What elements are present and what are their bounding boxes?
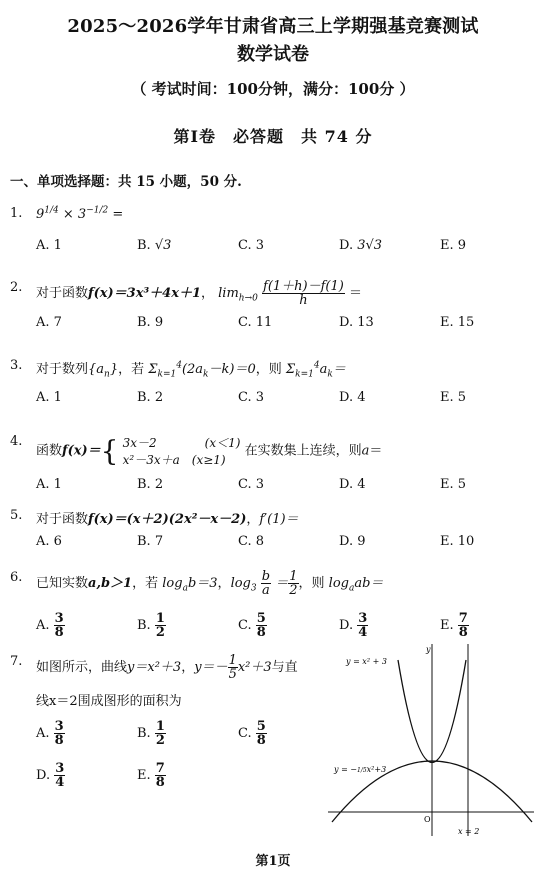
- option-c[interactable]: C. 11: [238, 315, 273, 330]
- option-b[interactable]: B. 2: [137, 477, 164, 492]
- option-b[interactable]: B. 7: [137, 534, 164, 549]
- option-c[interactable]: C. 8: [238, 534, 265, 549]
- option-b[interactable]: B. $\frac{1}{2}$: [137, 719, 165, 748]
- question-number: 6.: [10, 570, 23, 585]
- option-a[interactable]: A. 1: [36, 390, 62, 405]
- option-e[interactable]: E. 5: [440, 390, 467, 405]
- question-stem: $9^{1/4} \times 3^{-1/2}$ =: [36, 206, 124, 223]
- option-c[interactable]: C. 3: [238, 390, 265, 405]
- option-d[interactable]: D. $\frac{3}{4}$: [36, 761, 65, 790]
- option-e[interactable]: E. 9: [440, 238, 467, 253]
- q7-figure: [328, 640, 538, 840]
- option-d[interactable]: D. $\frac{3}{4}$: [339, 611, 368, 640]
- option-a[interactable]: A. $\frac{3}{8}$: [36, 611, 64, 640]
- options-q6: [36, 611, 536, 640]
- options-q2: [36, 315, 536, 335]
- question-number: 7.: [10, 654, 23, 669]
- options-q7-row1: [36, 719, 316, 748]
- question-stem: 函数f(x)＝{ 3x－2 (x＜1) x²－3x＋a (x≥1) 在实数集上连续，则a＝: [36, 434, 383, 468]
- exam-info: （ 考试时间：100分钟，满分：100分 ）: [131, 80, 415, 98]
- option-e[interactable]: E. 5: [440, 477, 467, 492]
- option-c[interactable]: C. 3: [238, 477, 265, 492]
- option-a[interactable]: A. 1: [36, 238, 62, 253]
- option-d[interactable]: D. 3√3: [339, 238, 383, 253]
- question-stem: 对于函数f(x)＝3x³＋4x＋1， $\lim_{h\to 0}$ $\frac{f(1+h)-f(1)}{h}$ ＝: [36, 279, 362, 308]
- option-d[interactable]: D. 4: [339, 477, 366, 492]
- option-e[interactable]: E. 15: [440, 315, 475, 330]
- option-a[interactable]: A. 1: [36, 477, 62, 492]
- option-b[interactable]: B. $\frac{1}{2}$: [137, 611, 165, 640]
- options-q5: [36, 534, 536, 554]
- question-stem: 如图所示，曲线y＝x²＋3，y＝－ $\frac{1}{5}$ x²＋3与直: [36, 653, 298, 682]
- question-number: 5.: [10, 508, 23, 523]
- option-e[interactable]: E. $\frac{7}{8}$: [440, 611, 468, 640]
- option-d[interactable]: D. 13: [339, 315, 374, 330]
- options-q4: [36, 477, 536, 497]
- label-lower-curve: y = −1/5x²+3: [334, 765, 387, 774]
- label-y-axis: y: [426, 645, 431, 654]
- option-a[interactable]: A. 6: [36, 534, 62, 549]
- question-stem: 已知实数a,b＞1，若 $\log_ab=3$，$\log_3$ $\frac{b}{a}$ ＝ $\frac{1}{2}$ ，则 $\log_aab=$: [36, 569, 384, 598]
- exam-title: 2025～2026学年甘肃省高三上学期强基竞赛测试: [67, 16, 479, 37]
- option-a[interactable]: A. 7: [36, 315, 62, 330]
- page-footer: 第1页: [255, 854, 291, 869]
- question-stem-cont: 线x＝2围成图形的面积为: [36, 694, 182, 709]
- label-origin: O: [424, 815, 431, 824]
- option-c[interactable]: C. 3: [238, 238, 265, 253]
- option-e[interactable]: E. $\frac{7}{8}$: [137, 761, 165, 790]
- options-q7-row2: [36, 761, 316, 790]
- option-c[interactable]: C. $\frac{5}{8}$: [238, 611, 266, 640]
- options-q1: [36, 238, 536, 258]
- label-x-eq-2: x = 2: [458, 827, 480, 836]
- section-title: 一、单项选择题：共 15 小题，50 分.: [10, 174, 242, 190]
- label-upper-curve: y = x² + 3: [346, 657, 387, 666]
- option-e[interactable]: E. 10: [440, 534, 475, 549]
- question-stem: 对于函数f(x)＝(x＋2)(2x²－x－2)，f′(1)＝: [36, 512, 299, 527]
- question-stem: 对于数列$\{a_n\}$，若 $\Sigma_{k=1}^4(2a_k-k)=0$，则 $\Sigma_{k=1}^4a_k=$: [36, 360, 346, 380]
- option-b[interactable]: B. √3: [137, 238, 172, 253]
- option-d[interactable]: D. 4: [339, 390, 366, 405]
- option-b[interactable]: B. 2: [137, 390, 164, 405]
- question-number: 3.: [10, 358, 23, 373]
- question-number: 4.: [10, 434, 23, 449]
- question-number: 2.: [10, 280, 23, 295]
- exam-subtitle: 数学试卷: [237, 44, 309, 65]
- options-q3: [36, 390, 536, 410]
- part-title: 第Ⅰ卷 必答题 共 74 分: [173, 127, 373, 146]
- option-b[interactable]: B. 9: [137, 315, 164, 330]
- question-number: 1.: [10, 206, 23, 221]
- option-a[interactable]: A. $\frac{3}{8}$: [36, 719, 64, 748]
- option-d[interactable]: D. 9: [339, 534, 366, 549]
- option-c[interactable]: C. $\frac{5}{8}$: [238, 719, 266, 748]
